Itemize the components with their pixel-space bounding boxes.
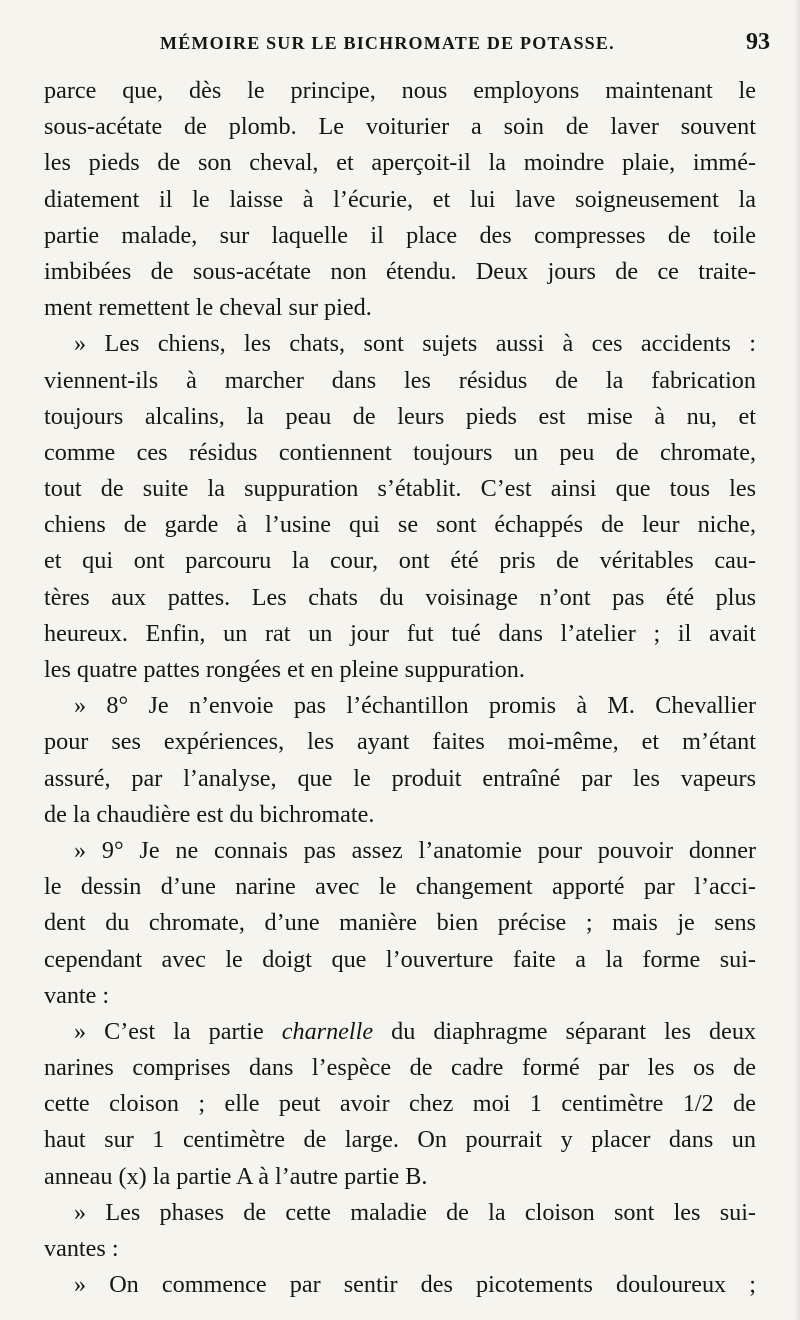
page-header (40, 29, 770, 61)
text-line: » Les phases de cette maladie de la cloison sont les sui- (74, 1198, 756, 1226)
body-text (44, 73, 756, 1303)
text-line: les pieds de son cheval, et aperçoit-il la moindre plaie, immé- (44, 149, 756, 177)
text-line: toujours alcalins, la peau de leurs pieds est mise à nu, et (44, 402, 756, 430)
text-line: de la chaudière est du bichromate. (44, 800, 375, 828)
text-line: » 9° Je ne connais pas assez l’anatomie pour pouvoir donner (74, 836, 756, 864)
text-line: tout de suite la suppuration s’établit. C’est ainsi que tous les (44, 475, 756, 503)
text-line: heureux. Enfin, un rat un jour fut tué dans l’atelier ; il avait (44, 619, 756, 647)
text-line: diatement il le laisse à l’écurie, et lui lave soigneusement la (44, 185, 756, 213)
text-line: haut sur 1 centimètre de large. On pourrait y placer dans un (44, 1126, 756, 1154)
page-edge (794, 0, 800, 1320)
text-line: le dessin d’une narine avec le changement apporté par l’acci- (44, 873, 756, 901)
text-fragment: du diaphragme séparant les deux (391, 1017, 757, 1045)
text-line: assuré, par l’analyse, que le produit entraîné par les vapeurs (44, 764, 756, 792)
text-line: viennent-ils à marcher dans les résidus de la fabrication (44, 366, 756, 394)
text-line: ment remettent le cheval sur pied. (44, 294, 372, 322)
text-line: cette cloison ; elle peut avoir chez moi 1 centimètre 1/2 de (44, 1090, 756, 1118)
text-line-with-emphasis (44, 1014, 756, 1050)
text-line: les quatre pattes rongées et en pleine suppuration. (44, 656, 525, 683)
running-title: MÉMOIRE SUR LE BICHROMATE DE POTASSE. (160, 33, 615, 53)
text-line: » 8° Je n’envoie pas l’échantillon promis à M. Chevallier (74, 692, 756, 720)
text-line: et qui ont parcouru la cour, ont été pris de véritables cau- (44, 547, 756, 575)
text-line: parce que, dès le principe, nous employons maintenant le (44, 77, 756, 104)
text-line: cependant avec le doigt que l’ouverture faite a la forme sui- (44, 945, 756, 973)
text-line: » Les chiens, les chats, sont sujets aussi à ces accidents : (74, 330, 756, 358)
text-line: dent du chromate, d’une manière bien précise ; mais je sens (44, 909, 756, 937)
text-line: chiens de garde à l’usine qui se sont échappés de leur niche, (44, 511, 756, 539)
text-line: pour ses expériences, les ayant faites moi-même, et m’étant (44, 728, 756, 756)
text-line: vantes : (44, 1235, 119, 1262)
text-line: tères aux pattes. Les chats du voisinage n’ont pas été plus (44, 583, 756, 611)
text-line: narines comprises dans l’espèce de cadre formé par les os de (44, 1054, 756, 1082)
text-line: imbibées de sous-acétate non étendu. Deux jours de ce traite- (44, 257, 756, 285)
italic-word: charnelle (281, 1017, 374, 1045)
text-line: sous-acétate de plomb. Le voiturier a soin de laver souvent (44, 113, 756, 141)
text-fragment: » C’est la partie (74, 1017, 264, 1045)
text-line: partie malade, sur laquelle il place des compresses de toile (44, 221, 756, 249)
text-line: vante : (44, 981, 110, 1009)
page-number: 93 (746, 29, 770, 55)
text-line: comme ces résidus contiennent toujours un peu de chromate, (44, 438, 756, 466)
text-line: » On commence par sentir des picotements douloureux ; (74, 1271, 756, 1299)
text-line: anneau (x) la partie A à l’autre partie B. (44, 1162, 428, 1190)
